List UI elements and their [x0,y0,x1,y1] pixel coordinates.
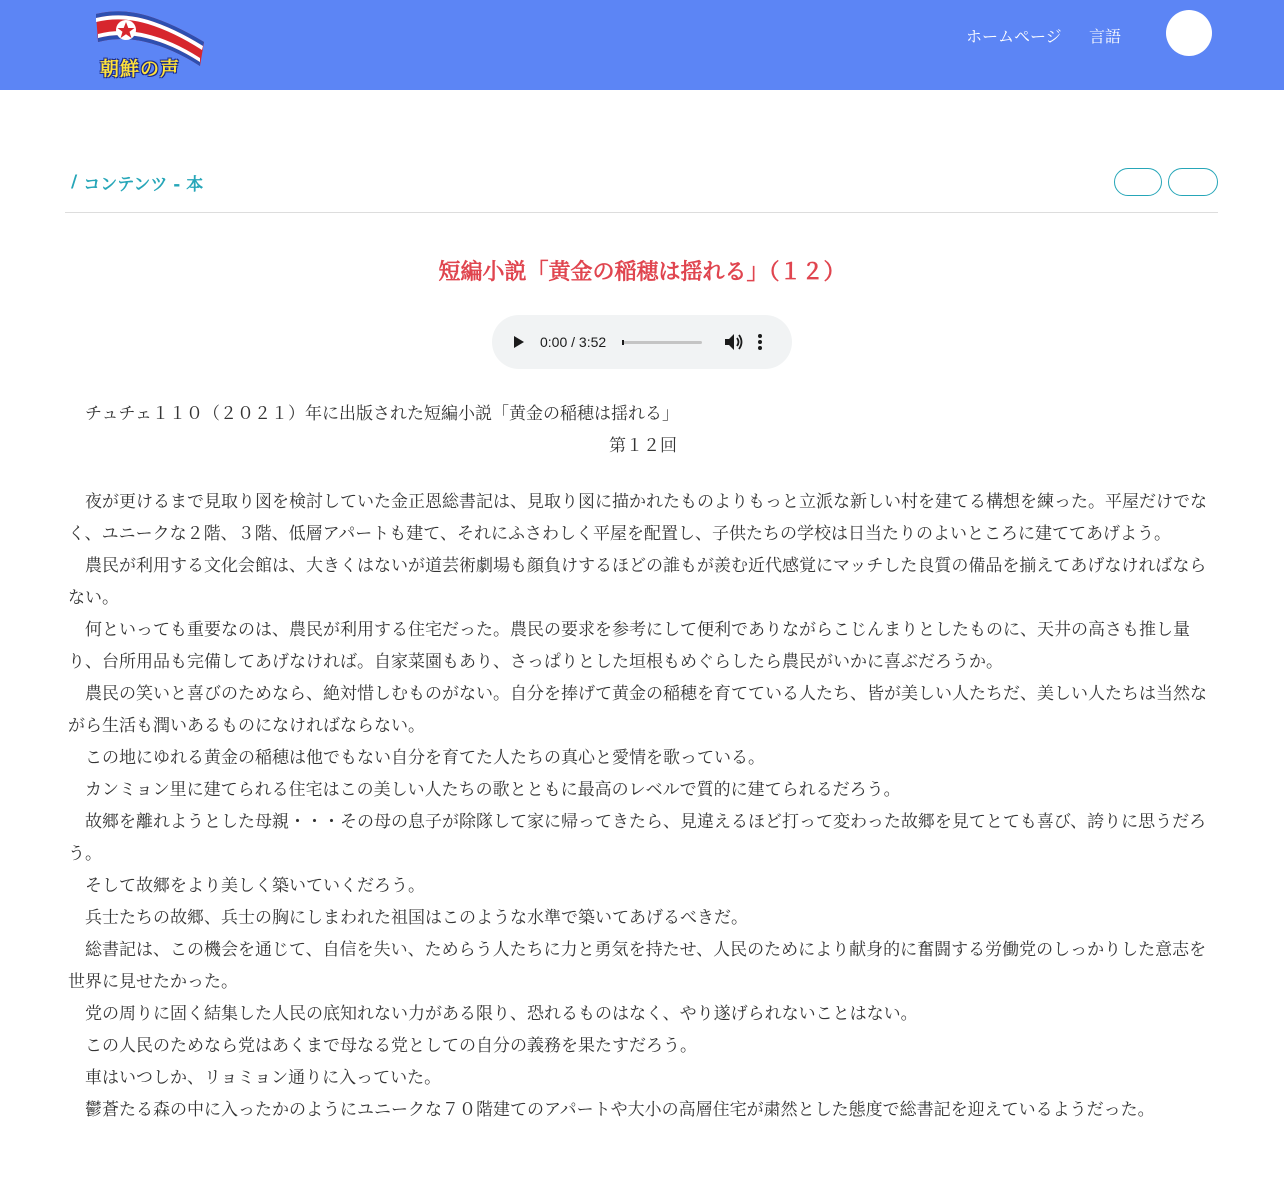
article-paragraph: 車はいつしか、リョミョン通りに入っていた。 [85,1068,442,1088]
article-paragraph: 農民が利用する文化会館は、大きくはないが道芸術劇場も顔負けするほどの誰もが羨む近代感覚にマッチした良質の備品を揃えてあげなければならない。 [68,556,1207,608]
more-options-icon[interactable] [756,334,764,350]
breadcrumb [65,170,203,194]
article-paragraph: カンミョン里に建てられる住宅はこの美しい人たちの歌とともに最高のレベルで質的に建てられるだろう。 [85,780,901,800]
audio-time: 0:00 / 3:52 [540,334,607,350]
breadcrumb-separator: / [71,172,78,192]
logo-text: 朝鮮の声 [100,58,181,80]
prev-button[interactable] [1114,168,1162,196]
audio-player[interactable] [492,315,792,369]
article-paragraph: 総書記は、この機会を通じて、自信を失い、ためらう人たちに力と勇気を持たせ、人民のためにより献身的に奮闘する労働党のしっかりした意志を世界に見せたかった。 [68,940,1207,992]
article-paragraph: 故郷を離れようとした母親・・・その母の息子が除隊して家に帰ってきたら、見違えるほど打って変わった故郷を見てとても喜び、誇りに思うだろう。 [68,812,1207,864]
play-icon[interactable] [514,336,524,348]
breadcrumb-current: コンテンツ - 本 [83,174,204,195]
divider [65,212,1218,213]
language-label: 言語 [1089,26,1122,46]
volume-icon[interactable] [724,333,744,351]
nav-home-label: ホームページ [966,26,1062,46]
audio-seek-bar[interactable] [622,341,702,344]
next-button[interactable] [1168,168,1218,196]
article-paragraph: 農民の笑いと喜びのためなら、絶対惜しむものがない。自分を捧げて黄金の稲穂を育てている人たち、皆が美しい人たちだ、美しい人たちは当然ながら生活も潤いあるものになければならない。 [68,684,1207,736]
article-intro: チュチェ１１０（２０２１）年に出版された短編小説「黄金の稲穂は揺れる」 [85,404,679,424]
article-paragraph: この地にゆれる黄金の稲穂は他でもない自分を育てた人たちの真心と愛情を歌っている。 [85,748,765,768]
article-title: 短編小説「黄金の稲穂は揺れる」（１２） [438,260,846,285]
article-paragraph: この人民のためなら党はあくまで母なる党としての自分の義務を果たすだろう。 [85,1036,697,1056]
article-paragraph: 兵士たちの故郷、兵士の胸にしまわれた祖国はこのような水準で築いてあげるべきだ。 [85,908,748,928]
article-body [68,398,1218,1126]
article-episode: 第１２回 [609,436,677,456]
article-paragraph: 夜が更けるまで見取り図を検討していた金正恩総書記は、見取り図に描かれたものよりもっと立派な新しい村を建てる構想を練った。平屋だけでなく、ユニークな２階、３階、低層アパートも建て、それにふさわしく平屋を配置し、子供たちの学校は日当たりのよいところに建ててあげよう。 [68,492,1207,544]
article-paragraph: そして故郷をより美しく築いていくだろう。 [85,876,425,896]
article-paragraph: 党の周りに固く結集した人民の底知れない力がある限り、恐れるものはなく、やり遂げられないことはない。 [85,1004,918,1024]
top-navbar [0,0,1284,90]
nav-home-link[interactable] [956,24,1062,46]
paragraph-spacer [68,462,1218,486]
language-menu[interactable] [1089,24,1127,46]
site-logo[interactable] [92,8,210,82]
article-paragraph: 何といっても重要なのは、農民が利用する住宅だった。農民の要求を参考にして便利でありながらこじんまりとしたものに、天井の高さも推し量り、台所用品も完備してあげなければ。自家菜園もあり、さっぱりとした垣根もめぐらしたら農民がいかに喜ぶだろうか。 [68,620,1190,672]
article-paragraph: 鬱蒼たる森の中に入ったかのようにユニークな７０階建てのアパートや大小の高層住宅が粛然とした態度で総書記を迎えているようだった。 [85,1100,1155,1120]
search-button[interactable] [1166,10,1212,56]
